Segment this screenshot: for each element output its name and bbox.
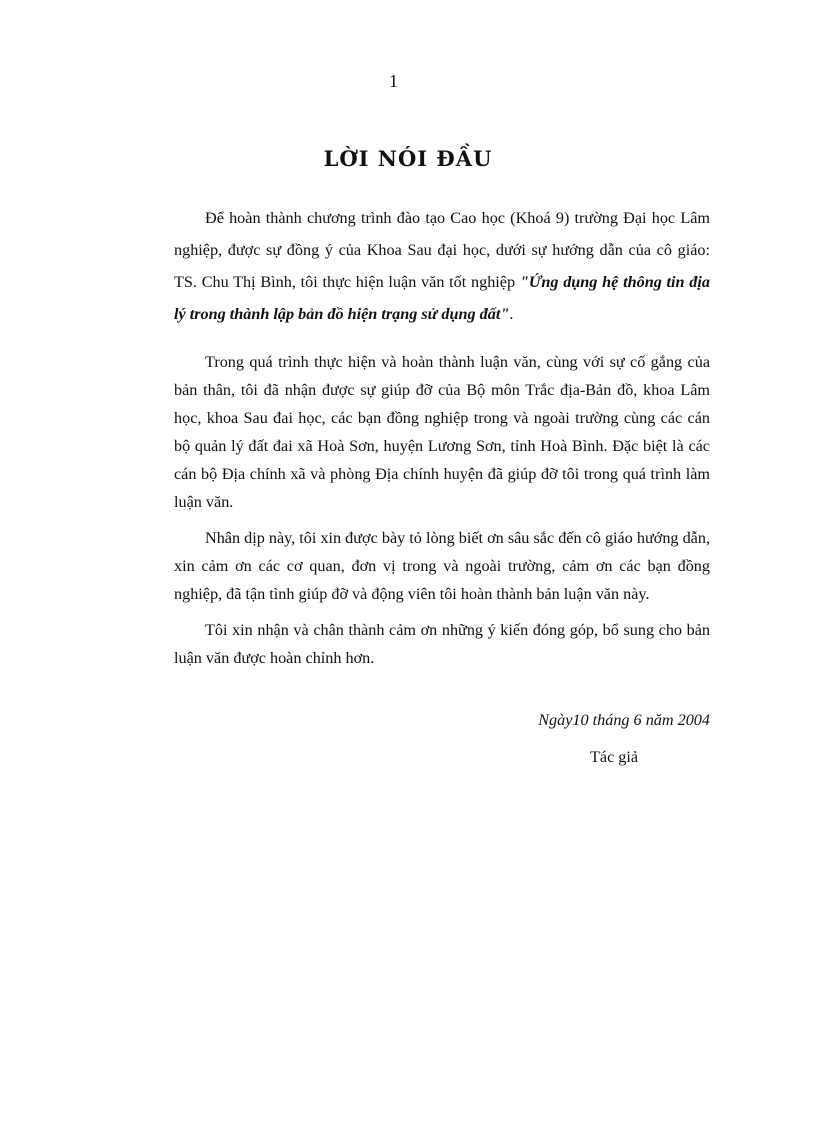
page-number: 1 [389,71,398,91]
thesis-title-emphasis: "Ứng dụng hệ thông tin địa lý trong thành lập bản đồ hiện trạng sử dụng đất" [174,273,710,323]
paragraph-introduction [174,202,710,330]
document-body [174,202,710,672]
paragraph-acknowledgement-support: Trong quá trình thực hiện và hoàn thành luận văn, cùng với sự cố gắng của bản thân, tôi đã nhận được sự giúp đỡ của Bộ môn Trắc địa-Bản đồ, khoa Lâm học, khoa Sau đai học, các bạn đồng nghiệp trong và ngoài trường cùng các cán bộ quản lý đất đai xã Hoà Sơn, huyện Lương Sơn, tỉnh Hoà Bình. Đặc biệt là các cán bộ Địa chính xã và phòng Địa chính huyện đã giúp đỡ tôi trong quá trình làm luận văn. [174,353,710,511]
paragraph-feedback: Tôi xin nhận và chân thành cảm ơn những ý kiến đóng góp, bổ sung cho bản luận văn được hoàn chỉnh hơn. [174,621,710,667]
paragraph-gratitude: Nhân dịp này, tôi xin được bày tỏ lòng biết ơn sâu sắc đến cô giáo hướng dẫn, xin cảm ơn các cơ quan, đơn vị trong và ngoài trường, cảm ơn các bạn đồng nghiệp, đã tận tình giúp đỡ và động viên tôi hoàn thành bản luận văn này. [174,529,710,603]
signature-author: Tác giả [590,748,639,766]
signature-date: Ngày10 tháng 6 năm 2004 [538,711,710,729]
paragraph-introduction-end: . [509,305,514,323]
paragraph-introduction-text: Để hoàn thành chương trình đào tạo Cao học (Khoá 9) trường Đại học Lâm nghiệp, được sự đồng ý của Khoa Sau đại học, dưới sự hướng dẫn của cô giáo: TS. Chu Thị Bình, tôi thực hiện luận văn tốt nghiệp [174,209,710,291]
document-title: LỜI NÓI ĐẦU [323,146,493,171]
